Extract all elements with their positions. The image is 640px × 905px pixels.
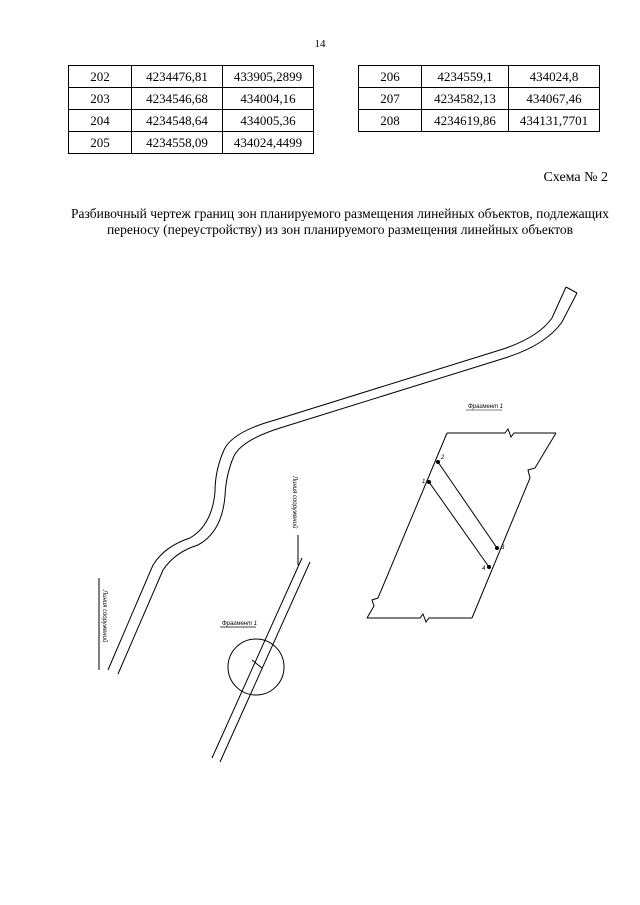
boundary-right	[472, 433, 556, 618]
coordinate-y: 434004,16	[223, 88, 314, 110]
offset-line-2-3	[438, 462, 497, 548]
coordinate-y: 434024,8	[509, 66, 600, 88]
coordinate-y: 434005,36	[223, 110, 314, 132]
coordinate-y: 434024,4499	[223, 132, 314, 154]
point-number: 204	[69, 110, 132, 132]
point-label: 2	[441, 455, 445, 461]
lower-corridor	[212, 535, 310, 762]
lower-corridor-edge-b	[220, 562, 310, 762]
point-label: 1	[422, 479, 426, 485]
corridor-edge-outer	[108, 287, 566, 670]
pipeline-corridor	[108, 287, 577, 674]
coordinate-x: 4234548,64	[132, 110, 223, 132]
coordinate-x: 4234546,68	[132, 88, 223, 110]
coordinate-y: 433905,2899	[223, 66, 314, 88]
page-number: 14	[314, 38, 326, 50]
fragment-label-main: Фрагмент 1	[222, 621, 258, 627]
point-number: 207	[359, 88, 422, 110]
structure-line-label-left: Линия сооружений	[101, 590, 107, 643]
fragment-circle	[228, 639, 284, 695]
point-number: 202	[69, 66, 132, 88]
scheme-title: Разбивочный чертеж границ зон планируемого размещения линейных объектов, подлежащих переносу (переустройству) из зон планируемого размещения линейных объектов	[70, 206, 610, 237]
point-label: 4	[482, 566, 486, 572]
fragment-detail	[367, 429, 556, 622]
coordinate-x: 4234619,86	[422, 110, 509, 132]
survey-point	[436, 460, 440, 464]
structure-line-label-right: Линия сооружений	[291, 476, 297, 529]
coordinate-y: 434131,7701	[509, 110, 600, 132]
coordinate-x: 4234476,81	[132, 66, 223, 88]
coordinate-x: 4234559,1	[422, 66, 509, 88]
fragment-label-detail: Фрагмент 1	[468, 404, 504, 410]
survey-point	[495, 546, 499, 550]
coordinate-x: 4234582,13	[422, 88, 509, 110]
survey-points	[427, 460, 499, 569]
break-line-bottom	[367, 614, 472, 622]
point-number: 205	[69, 132, 132, 154]
coordinate-y: 434067,46	[509, 88, 600, 110]
survey-point	[487, 565, 491, 569]
survey-point	[427, 480, 431, 484]
point-number: 208	[359, 110, 422, 132]
corridor-edge-inner	[118, 293, 577, 674]
coordinate-x: 4234558,09	[132, 132, 223, 154]
scheme-label: Схема № 2	[543, 170, 608, 185]
lower-corridor-edge-a	[212, 558, 302, 758]
point-label: 3	[501, 545, 505, 551]
point-number: 203	[69, 88, 132, 110]
offset-line-1-4	[429, 482, 489, 567]
corridor-end-cap	[566, 287, 577, 293]
point-number: 206	[359, 66, 422, 88]
boundary-left	[367, 433, 447, 618]
break-line-top	[447, 429, 556, 437]
